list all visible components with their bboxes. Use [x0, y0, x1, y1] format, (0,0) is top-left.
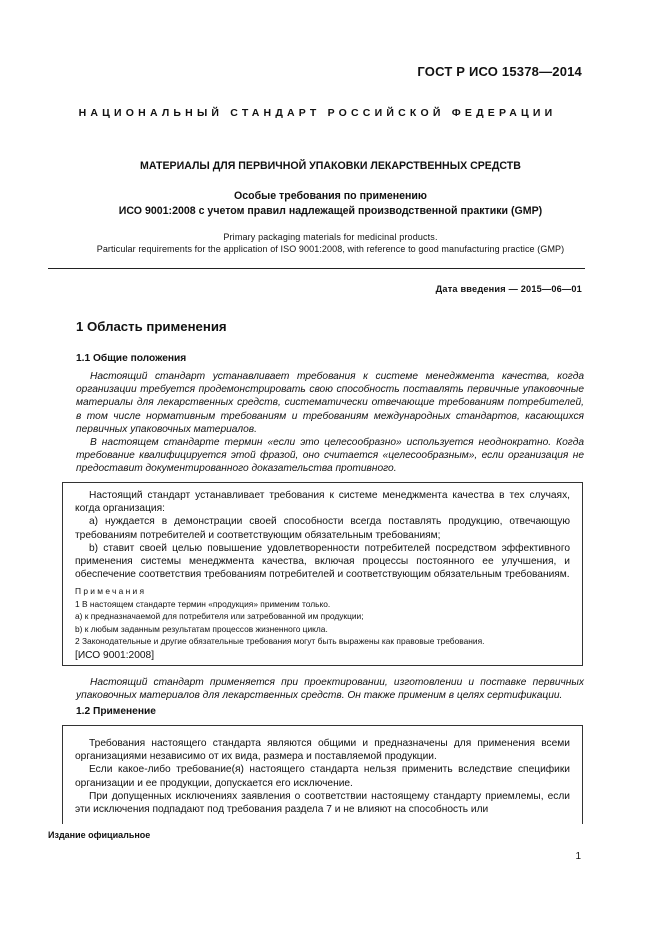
- general-provisions-text: [76, 370, 584, 476]
- iso-reference: [ИСО 9001:2008]: [75, 650, 155, 661]
- english-subtitle: Particular requirements for the application of ISO 9001:2008, with reference to good manufacturing practice (GMP): [96, 244, 565, 254]
- note-item: 1 В настоящем стандарте термин «продукция» применим только.: [75, 598, 331, 609]
- paragraph: a) нуждается в демонстрации своей способности всегда поставлять продукцию, отвечающую требованиям потребителей и соответствующим обязательным требованиям;: [75, 516, 570, 541]
- paragraph: В настоящем стандарте термин «если это целесообразно» используется неоднократно. Когда требование квалифицируется этой фразой, оно считается «целесообразным», если организация не предоставит документированного доказательства противного.: [76, 437, 584, 475]
- quote-text: [75, 489, 570, 581]
- quote-text: [75, 737, 570, 816]
- note-item: 2 Законодательные и другие обязательные требования могут быть выражены как правовые требования.: [75, 636, 485, 647]
- edition-label: Издание официальное: [48, 830, 151, 840]
- iso-quote-box: [62, 482, 583, 666]
- paragraph: Требования настоящего стандарта являются общими и предназначены для применения всеми организациями независимо от их вида, размера и поставляемой продукции.: [75, 738, 570, 763]
- paragraph: Если какое-либо требование(я) настоящего стандарта нельзя применить вследствие специфики организации и ее продукции, допускается его исключение.: [75, 764, 570, 789]
- subsection-heading: 1.2 Применение: [76, 706, 156, 717]
- paragraph: Настоящий стандарт применяется при проектировании, изготовлении и поставке первичных упаковочных материалов для лекарственных средств. Он также применим в целях сертификации.: [76, 677, 584, 702]
- notes-header: Примечания: [75, 586, 147, 596]
- paragraph: b) ставит своей целью повышение удовлетворенности потребителей посредством эффективного применения системы менеджмента качества, включая процессы постоянного ее улучшения, и обеспечение соответствия требованиям потребителей и соответствующим обязательным требованиям.: [75, 542, 570, 581]
- section-heading: 1 Область применения: [76, 319, 227, 334]
- english-title: Primary packaging materials for medicinal products.: [223, 232, 438, 242]
- scope-application-text: [76, 676, 584, 702]
- paragraph: Настоящий стандарт устанавливает требования к системе менеджмента качества в тех случаях, когда организация:: [75, 490, 570, 515]
- application-quote-box: [62, 725, 583, 824]
- document-subtitle: Особые требования по применению: [234, 190, 427, 202]
- introduction-date: Дата введения — 2015—06—01: [435, 284, 582, 294]
- document-id: ГОСТ Р ИСО 15378—2014: [417, 64, 582, 79]
- document-subtitle-iso: ИСО 9001:2008 с учетом правил надлежащей производственной практики (GMP): [118, 205, 543, 217]
- paragraph: При допущенных исключениях заявления о соответствии настоящему стандарту приемлемы, если эти исключения подпадают под требования раздела 7 и не влияют на способность или: [75, 790, 570, 816]
- note-item: b) к любым заданным результатам процессов жизненного цикла.: [75, 623, 328, 634]
- national-standard-banner: НАЦИОНАЛЬНЫЙ СТАНДАРТ РОССИЙСКОЙ ФЕДЕРАЦИИ: [78, 107, 557, 119]
- title-divider: [48, 268, 585, 269]
- note-item: a) к предназначаемой для потребителя или затребованной им продукции;: [75, 611, 364, 622]
- paragraph: Настоящий стандарт устанавливает требования к системе менеджмента качества, когда организации требуется продемонстрировать свою способность поставлять первичные упаковочные материалы для лекарственных средств, систематически отвечающие требованиям потребителей, в том числе нормативным требованиям и требованиям международных стандартов, касающихся первичных упаковочных материалов.: [76, 371, 584, 435]
- document-title: МАТЕРИАЛЫ ДЛЯ ПЕРВИЧНОЙ УПАКОВКИ ЛЕКАРСТВЕННЫХ СРЕДСТВ: [140, 160, 521, 172]
- page-number: 1: [575, 851, 581, 862]
- subsection-heading: 1.1 Общие положения: [76, 353, 187, 364]
- notes: [75, 585, 570, 648]
